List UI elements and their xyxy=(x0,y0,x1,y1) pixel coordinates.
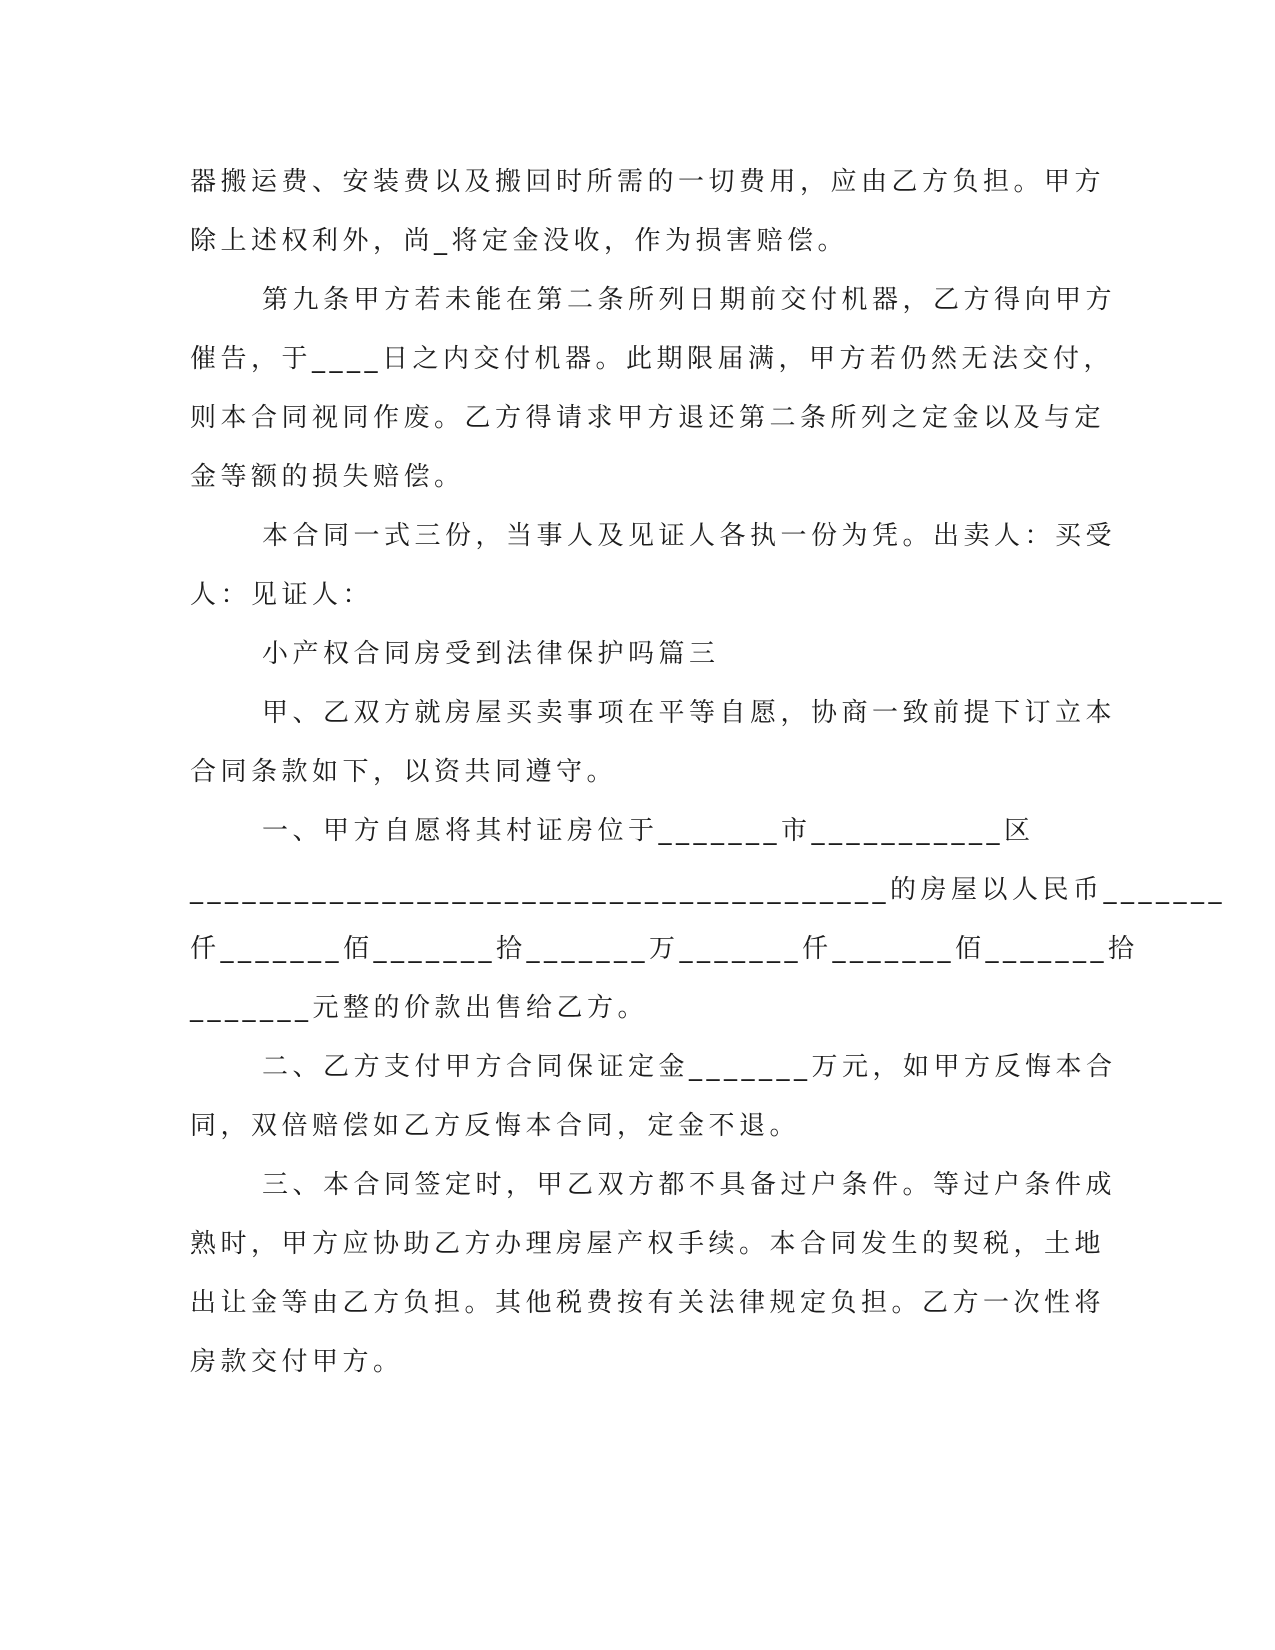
text-line: 甲、乙双方就房屋买卖事项在平等自愿，协商一致前提下订立本 xyxy=(262,698,1117,728)
text-line: 人：见证人： xyxy=(190,580,374,610)
text-line: 三、本合同签定时，甲乙双方都不具备过户条件。等过户条件成 xyxy=(262,1170,1117,1200)
text-line: _______元整的价款出售给乙方。 xyxy=(190,993,649,1023)
text-line: 一、甲方自愿将其村证房位于_______市___________区 xyxy=(262,816,1035,846)
text-line: 第九条甲方若未能在第二条所列日期前交付机器，乙方得向甲方 xyxy=(262,285,1117,315)
text-line: 房款交付甲方。 xyxy=(190,1347,404,1377)
text-line: 出让金等由乙方负担。其他税费按有关法律规定负担。乙方一次性将 xyxy=(190,1288,1106,1318)
text-line: 金等额的损失赔偿。 xyxy=(190,462,465,492)
text-line: 二、乙方支付甲方合同保证定金_______万元，如甲方反悔本合 xyxy=(262,1052,1117,1082)
text-line: 器搬运费、安装费以及搬回时所需的一切费用，应由乙方负担。甲方 xyxy=(190,167,1106,197)
text-line: 仟_______佰_______拾_______万_______仟_______佰_______拾 xyxy=(190,934,1139,964)
text-line: 熟时，甲方应协助乙方办理房屋产权手续。本合同发生的契税，土地 xyxy=(190,1229,1106,1259)
text-line: ________________________________________的房屋以人民币_______ xyxy=(190,875,1227,905)
text-line: 本合同一式三份，当事人及见证人各执一份为凭。出卖人：买受 xyxy=(262,521,1117,551)
text-line: 同，双倍赔偿如乙方反悔本合同，定金不退。 xyxy=(190,1111,801,1141)
text-line: 则本合同视同作废。乙方得请求甲方退还第二条所列之定金以及与定 xyxy=(190,403,1106,433)
text-line: 除上述权利外，尚_将定金没收，作为损害赔偿。 xyxy=(190,226,849,256)
section-heading: 小产权合同房受到法律保护吗篇三 xyxy=(262,639,720,669)
text-line: 合同条款如下，以资共同遵守。 xyxy=(190,757,618,787)
text-line: 催告，于____日之内交付机器。此期限届满，甲方若仍然无法交付， xyxy=(190,344,1115,374)
